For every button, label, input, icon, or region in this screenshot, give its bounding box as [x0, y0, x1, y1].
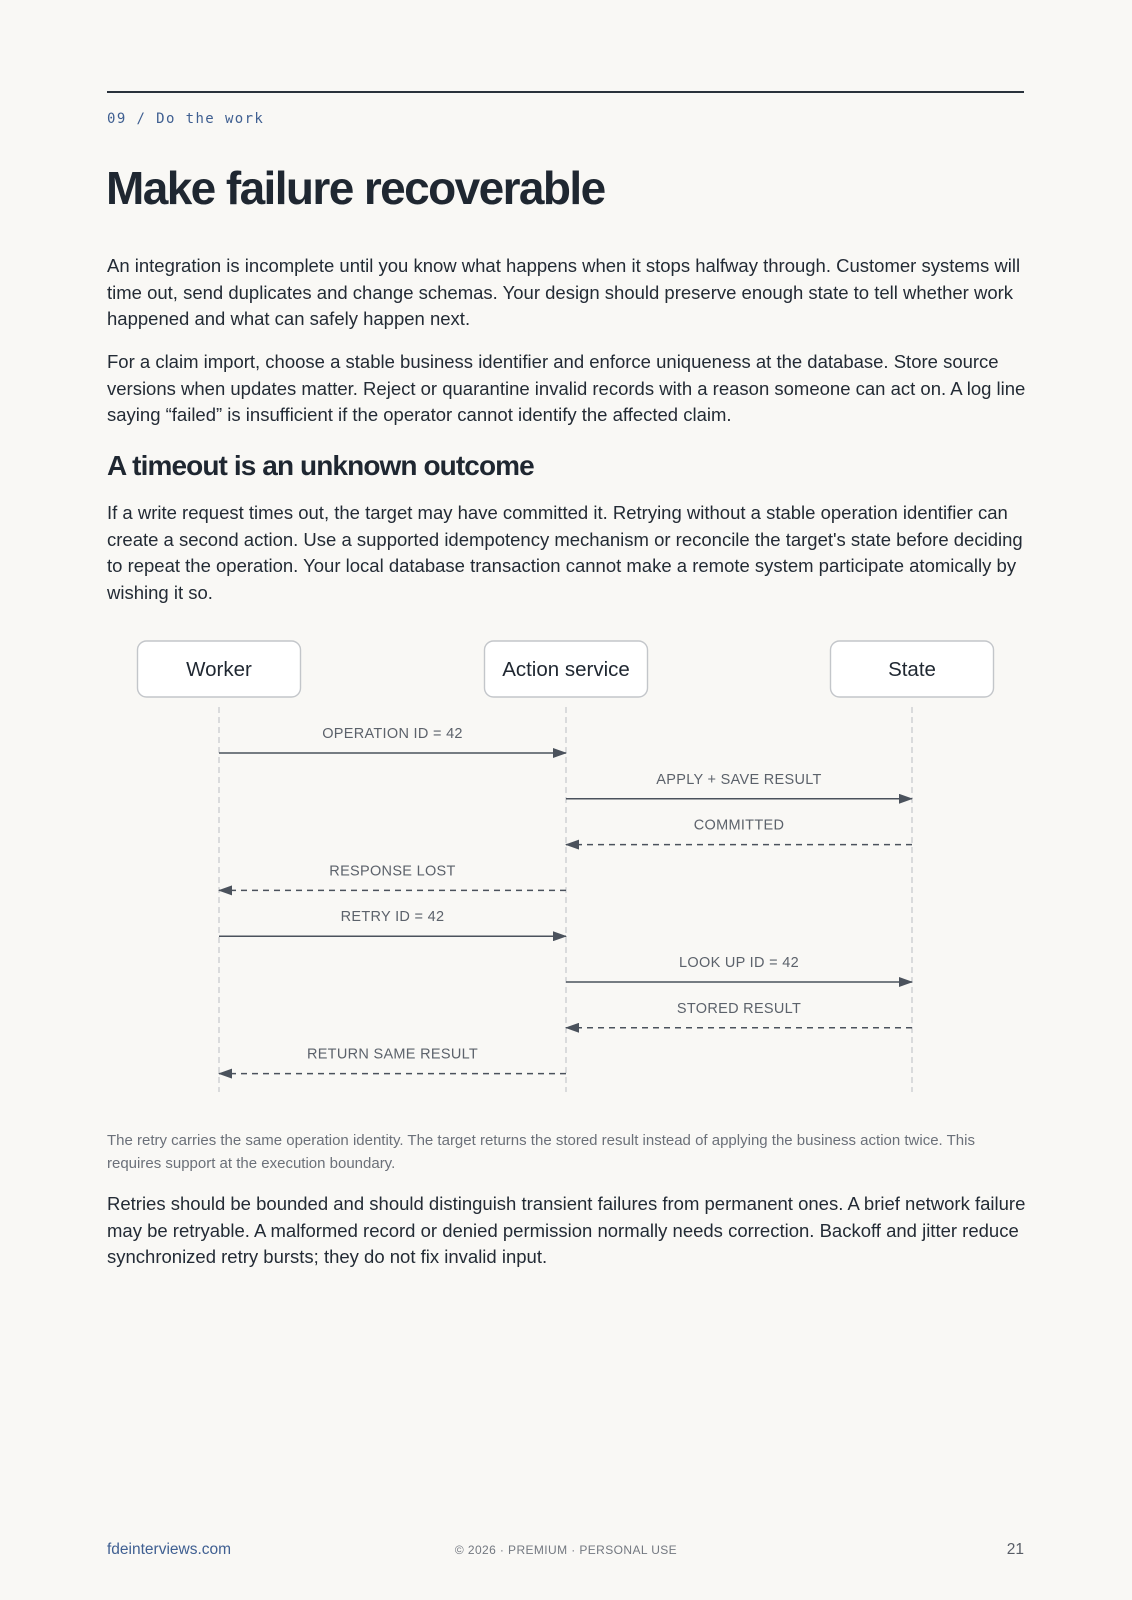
message-label-return-same-result: RETURN SAME RESULT — [306, 1046, 479, 1063]
message-label-look-up-id-42: LOOK UP ID = 42 — [679, 955, 799, 971]
page-number: 21 — [1006, 1541, 1024, 1558]
footer-copyright: © 2026 · PREMIUM · PERSONAL USE — [454, 1543, 678, 1557]
diagram-caption: The retry carries the same operation identity. The target returns the stored result instead of applying the business action twice. This requires support at the execution boundary. — [107, 1132, 975, 1172]
message-label-response-lost: RESPONSE LOST — [329, 863, 456, 880]
message-label-operation-id-42: OPERATION ID = 42 — [322, 726, 463, 742]
message-label-committed: COMMITTED — [693, 817, 785, 834]
participant-label-worker: Worker — [186, 658, 252, 681]
timeout-paragraph: If a write request times out, the target may have committed it. Retrying without a stable operation identifier can create a second action. Use a supported idempotency mechanism or reconcile the target's state before deciding to repeat the operation. Your local database transaction cannot make a remote system participate atomically by wishing it so. — [107, 502, 1023, 603]
claim-import-paragraph: For a claim import, choose a stable business identifier and enforce uniqueness at the database. Store source versions when updates matter. Reject or quarantine invalid records with a reason someone can act on. A log line saying “failed” is insufficient if the operator cannot identify the affected claim. — [107, 351, 1026, 425]
footer-site-link[interactable]: fdeinterviews.com — [107, 1541, 232, 1558]
message-label-retry-id-42: RETRY ID = 42 — [340, 909, 445, 926]
section-label: 09 / Do the work — [107, 111, 265, 127]
intro-paragraph: An integration is incomplete until you know what happens when it stops halfway through. Customer systems will time out, send duplicates and change schemas. Your design should preserve enough state to tell whether work happened and what can safely happen next. — [107, 255, 1021, 329]
retries-paragraph: Retries should be bounded and should distinguish transient failures from permanent ones. A brief network failure may be retryable. A malformed record or denied permission normally needs correction. Backoff and jitter reduce synchronized retry bursts; they do not fix invalid input. — [107, 1193, 1026, 1267]
participant-label-action-service: Action service — [502, 658, 630, 681]
message-label-stored-result: STORED RESULT — [676, 1000, 802, 1017]
message-label-apply-save-result: APPLY + SAVE RESULT — [656, 771, 822, 788]
section-subheading: A timeout is an unknown outcome — [107, 450, 534, 481]
participant-label-state: State — [888, 658, 936, 681]
page-title: Make failure recoverable — [106, 162, 605, 214]
